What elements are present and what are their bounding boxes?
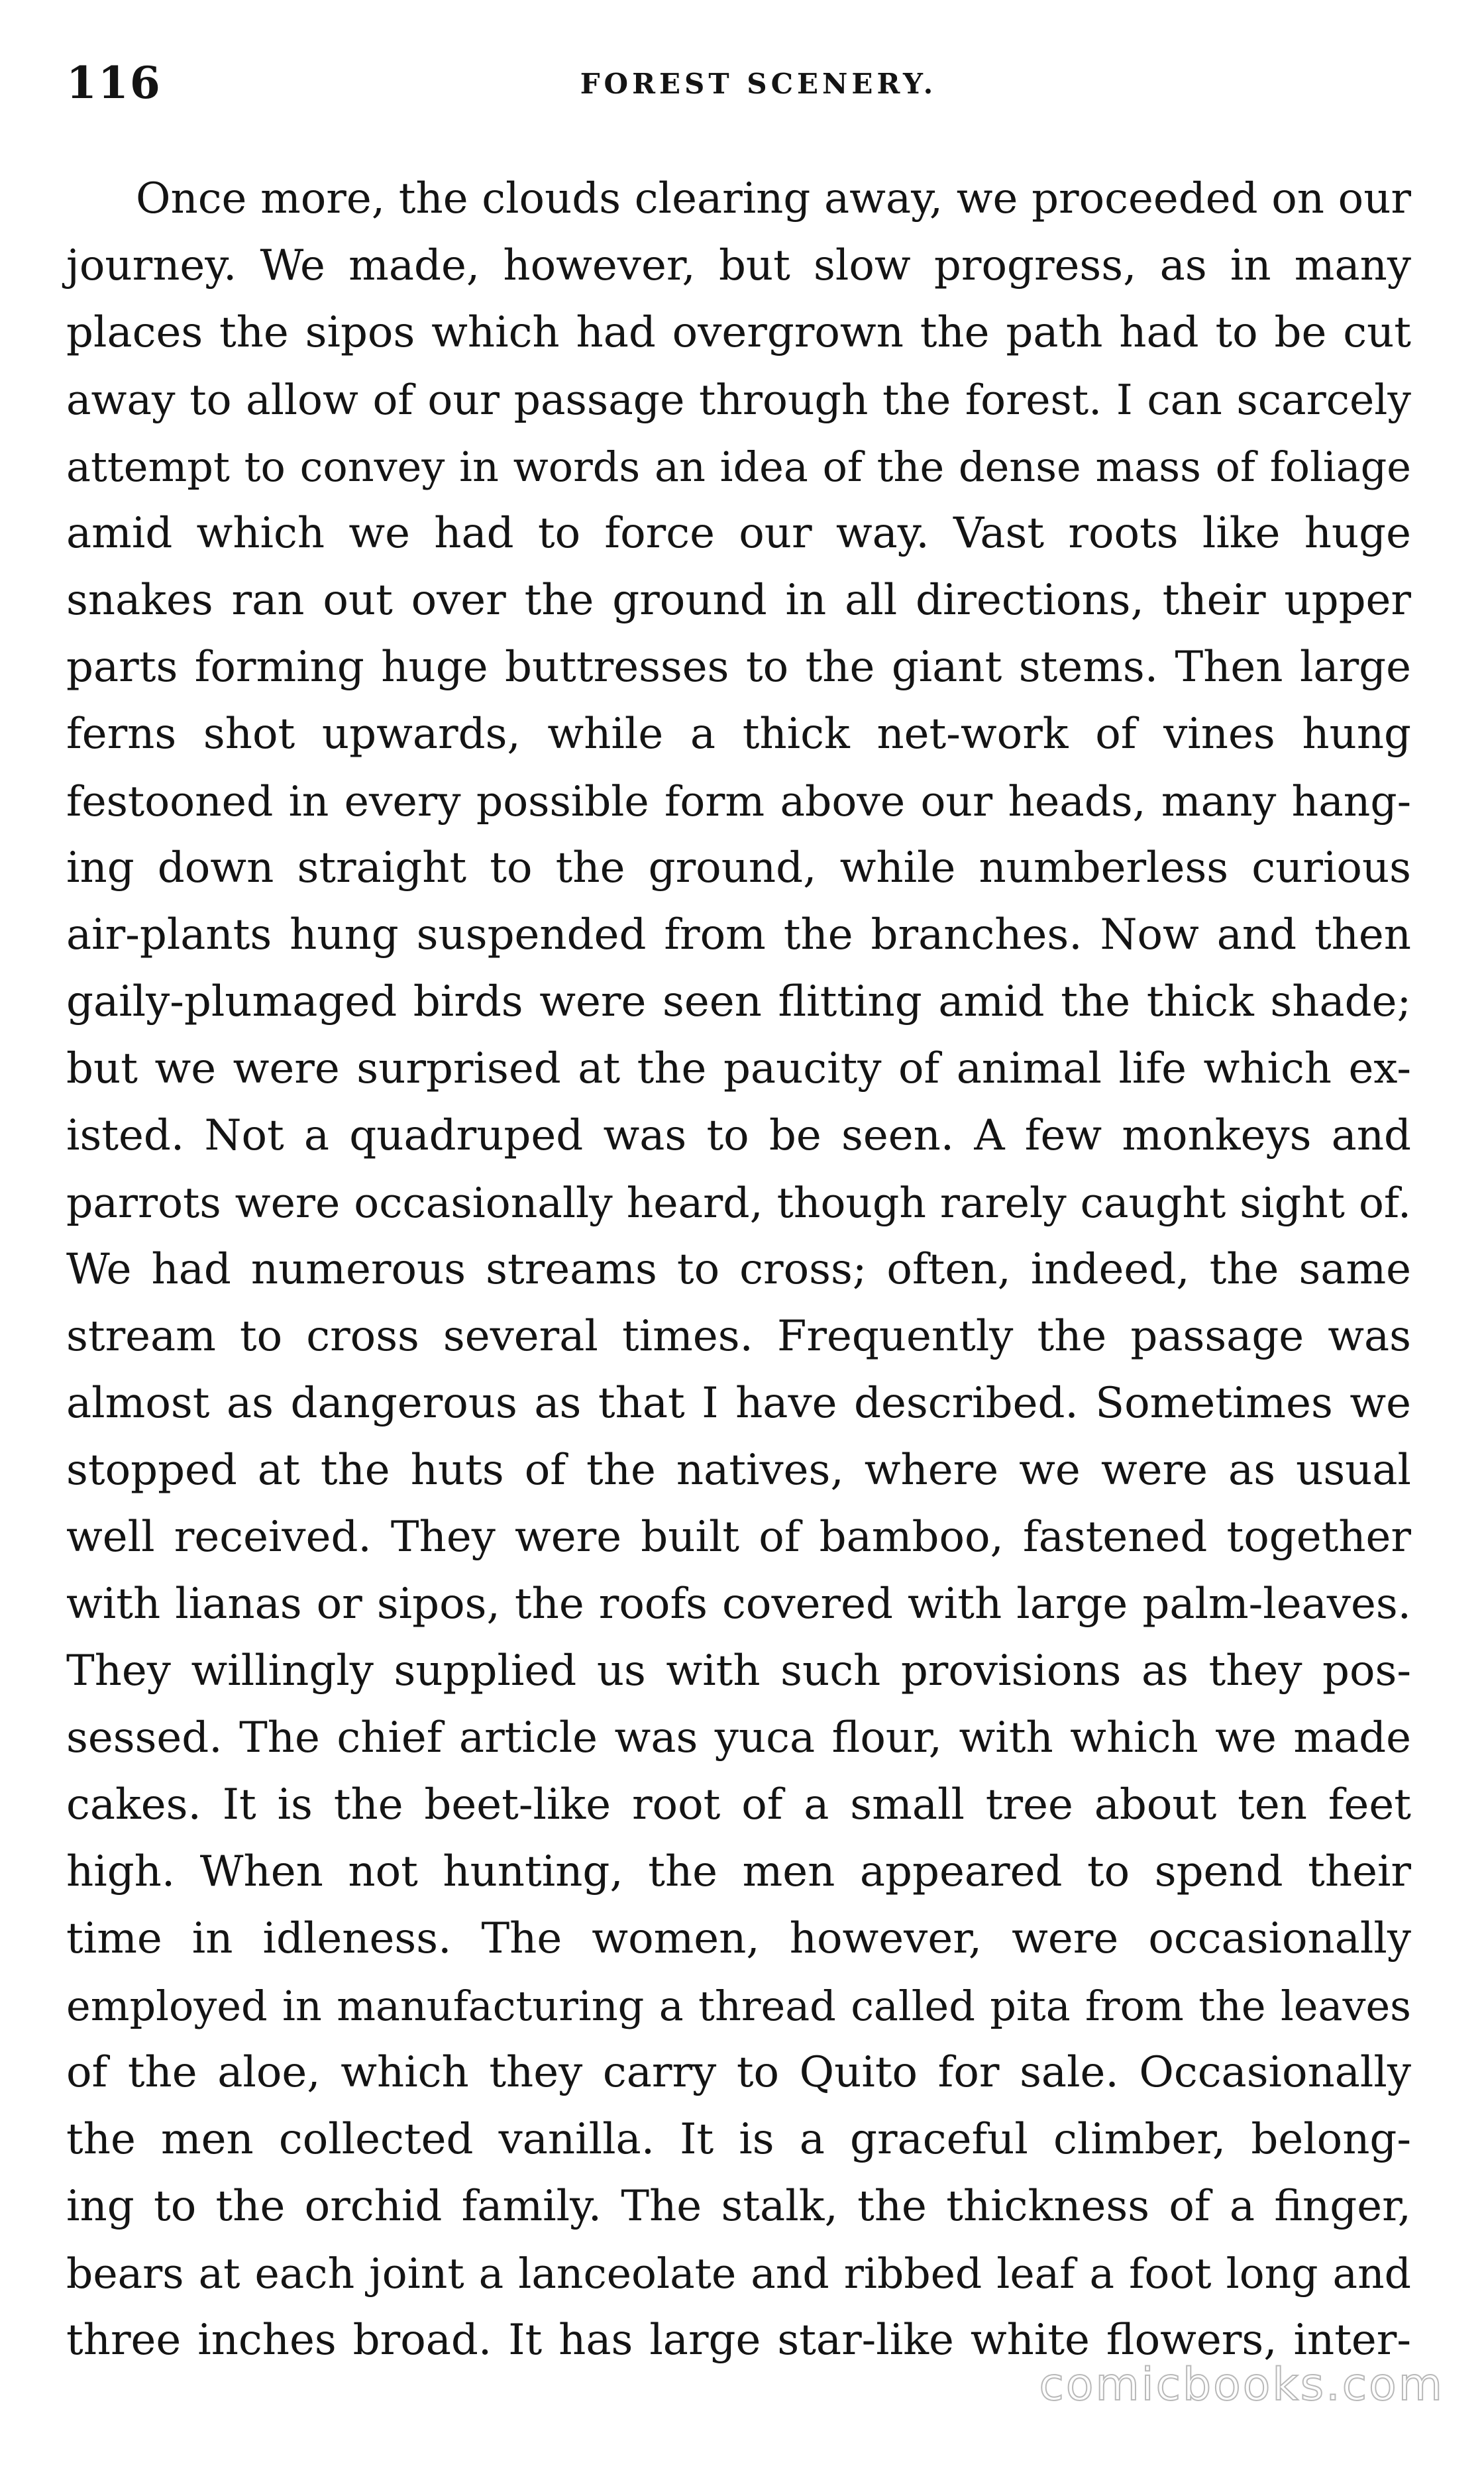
text-line: journey. We made, however, but slow progress, as in many [66, 241, 1411, 290]
text-line: snakes ran out over the ground in all directions, their upper [66, 576, 1411, 625]
text-line: the men collected vanilla. It is a graceful climber, belong- [66, 2115, 1411, 2164]
text-line: stream to cross several times. Frequently the passage was [66, 1312, 1411, 1361]
text-line: but we were surprised at the paucity of animal life which ex- [66, 1044, 1411, 1093]
text-line: gaily-plumaged birds were seen flitting amid the thick shade; [66, 977, 1411, 1026]
text-line: sessed. The chief article was yuca flour, with which we made [66, 1713, 1411, 1762]
text-line: festooned in every possible form above our heads, many hang- [66, 777, 1411, 826]
text-line: high. When not hunting, the men appeared to spend their [66, 1847, 1411, 1896]
text-line: ferns shot upwards, while a thick net-work of vines hung [66, 710, 1411, 759]
text-line: of the aloe, which they carry to Quito for sale. Occasionally [66, 2048, 1411, 2097]
text-line: parrots were occasionally heard, though rarely caught sight of. [66, 1179, 1411, 1227]
text-line: air-plants hung suspended from the branches. Now and then [66, 910, 1411, 959]
text-line: employed in manufacturing a thread called pita from the leaves [66, 1982, 1411, 2030]
text-line: time in idleness. The women, however, were occasionally [66, 1914, 1411, 1963]
text-line: Once more, the clouds clearing away, we proceeded on our [136, 174, 1411, 223]
text-line: stopped at the huts of the natives, where we were as usual [66, 1446, 1411, 1495]
text-line: away to allow of our passage through the forest. I can scarcely [66, 376, 1411, 424]
text-line: almost as dangerous as that I have described. Sometimes we [66, 1379, 1411, 1428]
text-line: ing to the orchid family. The stalk, the thickness of a finger, [66, 2182, 1411, 2231]
text-line: three inches broad. It has large star-like white flowers, inter- [66, 2316, 1411, 2365]
body-text [66, 166, 1411, 2374]
text-line: with lianas or sipos, the roofs covered with large palm-leaves. [66, 1580, 1411, 1629]
text-line: attempt to convey in words an idea of the dense mass of foliage [66, 443, 1411, 491]
text-line: amid which we had to force our way. Vast roots like huge [66, 509, 1411, 558]
text-line: ing down straight to the ground, while numberless curious [66, 843, 1411, 892]
page-number: 116 [66, 57, 162, 109]
text-line: They willingly supplied us with such provisions as they pos- [66, 1646, 1411, 1696]
text-line: We had numerous streams to cross; often, indeed, the same [66, 1245, 1411, 1294]
text-line: isted. Not a quadruped was to be seen. A few monkeys and [66, 1111, 1411, 1160]
page-header [66, 57, 1411, 117]
watermark: comicbooks.com [1039, 2359, 1444, 2411]
running-head: FOREST SCENERY. [580, 68, 937, 100]
text-line: well received. They were built of bamboo, fastened together [66, 1513, 1411, 1562]
text-line: bears at each joint a lanceolate and ribbed leaf a foot long and [66, 2249, 1411, 2298]
text-line: cakes. It is the beet-like root of a small tree about ten feet [66, 1780, 1411, 1829]
text-line: parts forming huge buttresses to the giant stems. Then large [66, 643, 1411, 692]
text-line: places the sipos which had overgrown the path had to be cut [66, 308, 1411, 357]
